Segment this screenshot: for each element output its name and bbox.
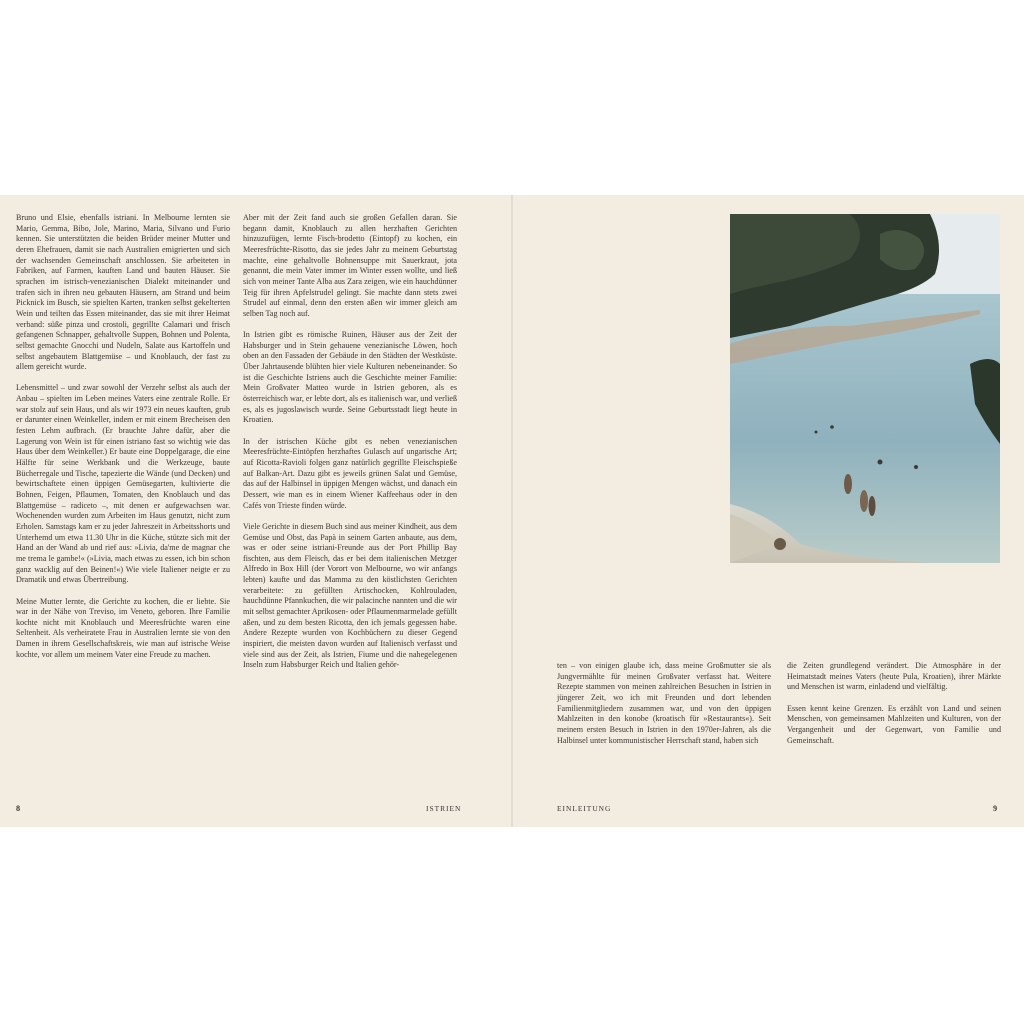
paragraph: Aber mit der Zeit fand auch sie großen Gefallen daran. Sie begann damit, Knoblauch zu allen herzhaften Gerichten hinzuzufügen, lernte Fisch-brodetto (Eintopf) zu kochen, ein Meeresfrüchte-Risotto, das sie jedes Jahr zu meinem Geburtstag machte, eine gehaltvolle Bohnensuppe mit Sauerkraut, jota genannt, die mein Vater immer im Winter essen wollte, und ließ sich von meiner Tante Alba aus Zara zeigen, wie ein hauchdünner Teig für ihren Apfelstrudel gelingt. Sie machte dann stets zwei Strudel auf einmal, denn den ersten aßen wir immer gleich am selben Tag noch auf. — [243, 213, 457, 318]
paragraph: die Zeiten grundlegend verändert. Die Atmosphäre in der Heimatstadt meines Vaters (heute Pula, Kroatien), ihrer Märkte und Menschen ist warm, einladend und vielfältig. — [787, 661, 1001, 692]
right-page-column-1 — [557, 661, 771, 746]
paragraph: Bruno und Elsie, ebenfalls istriani. In Melbourne lernten sie Mario, Gemma, Bibo, Jole, Marino, Maria, Silvano und Furio kennen. Sie unterstützten die beiden Brüder meiner Mutter und deren Ehefrauen, damit sie nach Australien emigrierten und sich der wachsenden Gemeinschaft anschlossen. Sie arbeiteten in Fabriken, auf Farmen, kauften Land und bauten Häuser. Sie sprachen im istrisch-venezianischen Dialekt miteinander und trafen sich in ihren neu gebauten Häusern, am Strand und beim Picknick im Busch, sie spielten Karten, tranken selbst gekelterten Wein und teilten das Essen miteinander, das sie mit ihrer Heimat verband: süße pinza und crostoli, gegrillte Calamari und frisch gefangenen Schnapper, gehaltvolle Suppen, Bohnen und Polenta, selbst gemachte Gnocchi und Nudeln, Salate aus Kartoffeln und selbst angebautem Blattgemüse – und Knoblauch, der fast zu allem gereicht wurde. — [16, 213, 230, 372]
right-running-head: EINLEITUNG — [557, 804, 612, 813]
paragraph: Meine Mutter lernte, die Gerichte zu kochen, die er liebte. Sie war in der Nähe von Treviso, im Veneto, geboren. Ihre Familie kochte nicht mit Knoblauch und Meeresfrüchte waren eine Seltenheit. Als verheiratete Frau in Australien lernte sie von den Damen in ihrem Gesellschaftskreis, wie man auf istrische Weise kochte, vor allem um meinem Vater eine Freude zu machen. — [16, 596, 230, 659]
paragraph: In Istrien gibt es römische Ruinen, Häuser aus der Zeit der Habsburger und in Stein gehauene venezianische Löwen, hoch oben an den Fassaden der Gebäude in den Städten der Westküste. Über Jahrtausende blühten hier viele Kulturen nebeneinander. So ist die Geschichte Istriens auch die Geschichte meiner Familie: Mein Großvater Matteo wurde in Istrien geboren, als es österreichisch war, er lebte dort, als es italienisch war, und verließ es, als es jugoslawisch wurde. Seine Geburtsstadt liegt heute in Kroatien. — [243, 330, 457, 425]
right-page-number: 9 — [993, 804, 998, 813]
left-running-head: ISTRIEN — [426, 804, 462, 813]
gutter-fold — [511, 195, 513, 827]
paragraph: Essen kennt keine Grenzen. Es erzählt von Land und seinen Menschen, von gemeinsamen Mahlzeiten und Kulturen, von der Vergangenheit und der Gegenwart, von Familie und Gemeinschaft. — [787, 703, 1001, 745]
paragraph: ten – von einigen glaube ich, dass meine Großmutter sie als Jungvermählte für meinen Großvater verfasst hat. Weitere Rezepte stammen von meinen zahlreichen Besuchen in Istrien in jüngerer Zeit, wo ich mit Freunden und dort lebenden Familienmitgliedern zusammen war, und von den üppigen Mahlzeiten in den konobe (kroatisch für »Restaurants«). Seit meinem ersten Besuch in Istrien in den 1970er-Jahren, als die Halbinsel unter kommunistischer Herrschaft stand, haben sich — [557, 661, 771, 745]
left-page-number: 8 — [16, 804, 21, 813]
book-spread — [0, 195, 1024, 827]
left-page-column-2 — [243, 213, 457, 671]
right-page-column-2 — [787, 661, 1001, 746]
paragraph: Viele Gerichte in diesem Buch sind aus meiner Kindheit, aus dem Gemüse und Obst, das Papà in seinem Garten anbaute, aus dem, was er oder seine istriani-Freunde aus der Port Phillip Bay fischten, aus dem Fleisch, das er bei dem italienischen Metzger Alfredo in Box Hill (der Vorort von Melbourne, wo wir anfangs lebten) kaufte und das Mamma zu den köstlichsten Gerichten verarbeitete: zu gefüllten Artischocken, Kohlrouladen, hauchdünne Pfannkuchen, die wir palacinche nannten und die wir mit selbst gemachter Aprikosen- oder Pflaumenmarmelade gefüllt aßen, und zu dem besten Ricotta, den ich jemals gegessen habe. Andere Rezepte wurden von Kochbüchern zu dieser Gegend inspiriert, die meisten davon wurden auf Italienisch verfasst und viele sind aus der Zeit, als Istrien, Fiume und die nahegelegenen Inseln zum Habsburger Reich und Italien gehör- — [243, 521, 457, 670]
left-page-column-1 — [16, 213, 230, 660]
paragraph: Lebensmittel – und zwar sowohl der Verzehr selbst als auch der Anbau – spielten im Leben meines Vaters eine zentrale Rolle. Er war stolz auf sein Haus, und als wir 1973 ein neues kauften, grub er darunter einen Weinkeller, indem er mit einem Brecheisen den festen Lehm aufbrach. (Er brauchte Jahre dafür, aber die Lagerung von Wein ist für einen istriano fast so wichtig wie das Haus über dem Weinkeller.) Er baute eine Doppelgarage, die eine Hälfte für seine Werkbank und die Werkzeuge, baute Bücherregale und Tische, tapezierte die Wände (und Decken) und bewirtschaftete einen üppigen Gemüsegarten, kultivierte die Bohnen, Feigen, Pflaumen, Tomaten, den Knoblauch und das Blattgemüse – radiceto –, mit denen er aufgewachsen war. Wochenenden wurden zum Arbeiten im Haus genutzt, nicht zum Erholen. Samstags kam er zu jeder Jahreszeit in Arbeitsshorts und Unterhemd um etwa 11.30 Uhr in die Küche, stützte sich mit der Hand an der Wand ab und rief aus: »Livia, da'me de magnar che me trema le gambe!« (»Livia, mach etwas zu essen, ich bin schon ganz wacklig auf den Beinen!«) Wie viele Italiener neigte er zu Dramatik und etwas Übertreibung. — [16, 383, 230, 585]
paragraph: In der istrischen Küche gibt es neben venezianischen Meeresfrüchte-Eintöpfen herzhaftes Gulasch auf ungarische Art; auf Ricotta-Ravioli folgen ganz natürlich gegrillte Fleischspieße auf Balkan-Art. Dazu gibt es jeweils grünen Salat und Gemüse, das auf der Halbinsel in üppigen Mengen wächst, und danach ein Dessert, wie man es in einem Wiener Kaffeehaus oder in den Cafés von Trieste finden würde. — [243, 436, 457, 510]
coastline-photo — [730, 214, 1000, 563]
